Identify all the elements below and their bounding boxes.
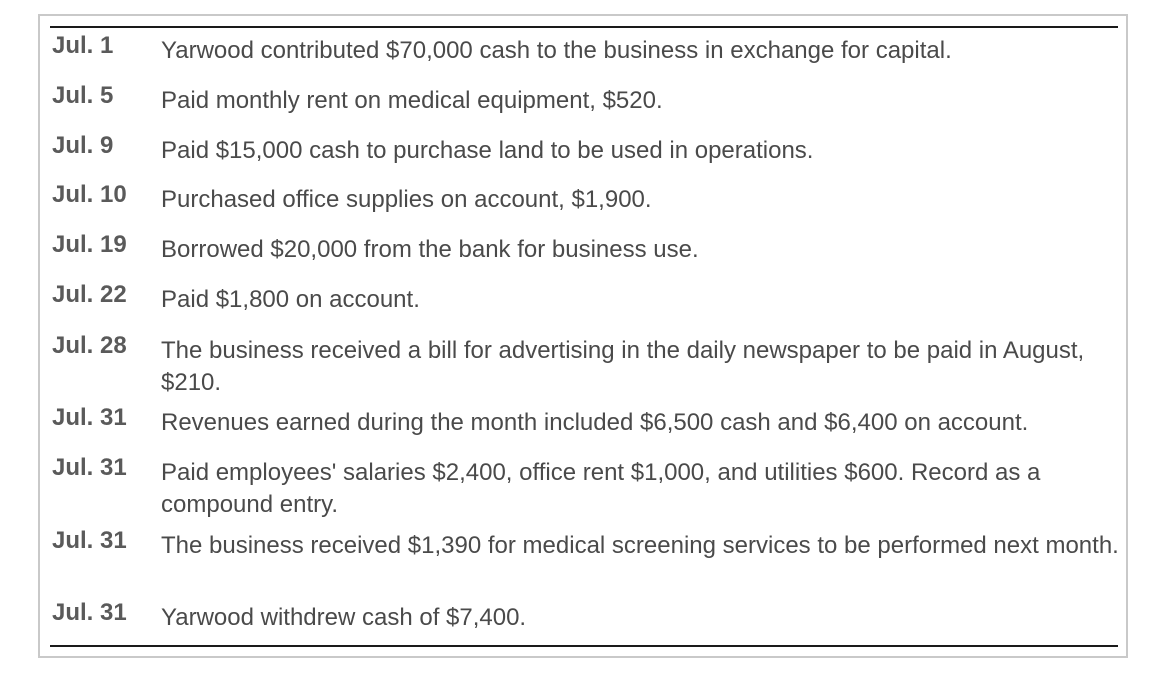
- transaction-date: Jul. 22: [52, 281, 127, 308]
- transaction-date: Jul. 31: [52, 599, 127, 626]
- bottom-rule: [50, 645, 1118, 647]
- transaction-description: Paid $15,000 cash to purchase land to be used in operations.: [161, 137, 814, 164]
- transaction-description: Paid $1,800 on account.: [161, 286, 420, 313]
- transaction-date: Jul. 31: [52, 404, 127, 431]
- transaction-description: Revenues earned during the month included $6,500 cash and $6,400 on account.: [161, 409, 1029, 436]
- transaction-date: Jul. 5: [52, 82, 114, 109]
- transaction-description: Purchased office supplies on account, $1,900.: [161, 186, 652, 213]
- transaction-description: The business received $1,390 for medical screening services to be performed next month.: [161, 532, 1119, 559]
- transaction-date: Jul. 28: [52, 332, 127, 359]
- top-rule: [50, 26, 1118, 28]
- transaction-description: Yarwood withdrew cash of $7,400.: [161, 604, 527, 631]
- transaction-date: Jul. 1: [52, 32, 114, 59]
- transaction-description: Paid monthly rent on medical equipment, $520.: [161, 87, 663, 114]
- transaction-date: Jul. 9: [52, 132, 114, 159]
- transaction-date: Jul. 10: [52, 181, 127, 208]
- transaction-description: Paid employees' salaries $2,400, office rent $1,000, and utilities $600. Record as a compound entry.: [161, 459, 1041, 518]
- transaction-date: Jul. 19: [52, 231, 127, 258]
- transaction-description: Borrowed $20,000 from the bank for business use.: [161, 236, 699, 263]
- transaction-description: Yarwood contributed $70,000 cash to the business in exchange for capital.: [161, 37, 952, 64]
- transaction-description: The business received a bill for advertising in the daily newspaper to be paid in August, $210.: [161, 337, 1085, 396]
- transaction-date: Jul. 31: [52, 527, 127, 554]
- transaction-date: Jul. 31: [52, 454, 127, 481]
